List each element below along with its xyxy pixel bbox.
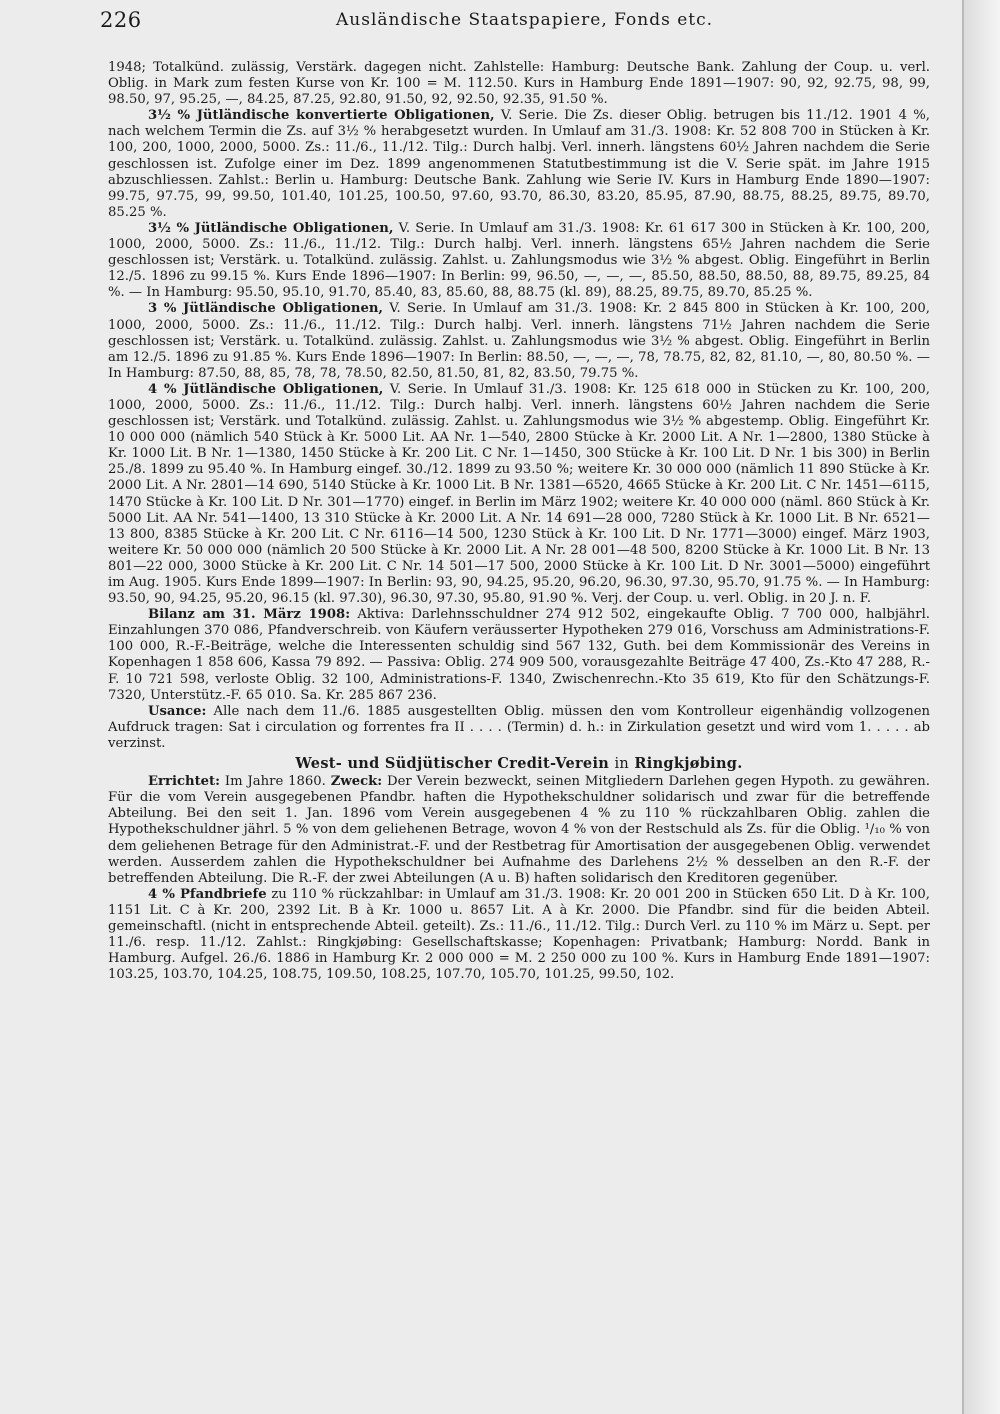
page-body <box>108 60 930 1400</box>
entry-text: V. Serie. Die Zs. dieser Oblig. betrugen bis 11./12. 1901 4 %, nach welchem Termin die Zs. auf 3½ % herabgesetzt wurden. In Umlauf am 31./3. 1908: Kr. 52 808 700 in Stücken à Kr. 100, 200, 1000, 2000, 5000. Zs.: 11./6., 11./12. Tilg.: Durch halbj. Verl. innerh. längstens 60½ Jahren nachdem die Serie geschlossen ist. Zufolge einer im Dez. 1899 angenommenen Statutbestimmung ist die V. Serie spät. im Jahre 1915 abzuschliessen. Zahlst.: Berlin u. Hamburg: Deutsche Bank. Zahlung wie Serie IV. Kurs in Hamburg Ende 1890—1907: 99.75, 97.75, 99, 99.50, 101.40, 101.25, 100.50, 97.60, 93.70, 86.30, 83.20, 85.95, 87.90, 88.75, 88.25, 89.75, 89.70, 85.25 %. <box>108 108 930 220</box>
entry-3-5-konvertierte <box>108 108 930 221</box>
entry-title: 3½ % Jütländische konvertierte Obligationen, <box>148 108 495 124</box>
entry-text: V. Serie. In Umlauf 31./3. 1908: Kr. 125 618 000 in Stücken zu Kr. 100, 200, 1000, 2000, 5000. Zs.: 11./6., 11./12. Tilg.: Durch halbj. Verl. innerh. längstens 60½ Jahren nachdem die Serie geschlossen ist; Verstärk. und Totalkünd. zulässig. Zahlst. u. Zahlungsmodus wie 3½ % abgestemp. Oblig. Eingeführt Kr. 10 000 000 (nämlich 540 Stück à Kr. 5000 Lit. AA Nr. 1—540, 2800 Stücke à Kr. 2000 Lit. A Nr. 1—2800, 1380 Stücke à Kr. 1000 Lit. B Nr. 1—1380, 1450 Stücke à Kr. 200 Lit. C Nr. 1—1450, 300 Stücke à Kr. 100 Lit. D Nr. 1 bis 300) in Berlin 25./8. 1899 zu 95.40 %. In Hamburg eingef. 30./12. 1899 zu 93.50 %; weitere Kr. 30 000 000 (nämlich 11 890 Stücke à Kr. 2000 Lit. A Nr. 2801—14 690, 5140 Stücke à Kr. 1000 Lit. B Nr. 1381—6520, 4665 Stücke à Kr. 200 Lit. C Nr. 1451—6115, 1470 Stücke à Kr. 100 Lit. D Nr. 301—1770) eingef. in Berlin im März 1902; weitere Kr. 40 000 000 (näml. 860 Stück à Kr. 5000 Lit. AA Nr. 541—1400, 13 310 Stücke à Kr. 2000 Lit. A Nr. 14 691—28 000, 7280 Stück à Kr. 1000 Lit. B Nr. 6521—13 800, 8385 Stücke à Kr. 200 Lit. C Nr. 6116—14 500, 1230 Stück à Kr. 100 Lit. D Nr. 1771—3000) eingef. März 1903, weitere Kr. 50 000 000 (nämlich 20 500 Stücke à Kr. 2000 Lit. A Nr. 28 001—48 500, 8200 Stücke à Kr. 1000 Lit. B Nr. 13 801—22 000, 3000 Stücke à Kr. 200 Lit. C Nr. 14 501—17 500, 2000 Stücke à Kr. 100 Lit. D Nr. 3001—5000) eingeführt im Aug. 1905. Kurs Ende 1899—1907: In Berlin: 93, 90, 94.25, 95.20, 96.20, 96.30, 97.30, 95.70, 91.75 %. — In Hamburg: 93.50, 90, 94.25, 95.20, 96.15 (kl. 97.30), 96.30, 97.30, 95.80, 91.90 %. Verj. der Coup. u. verl. Oblig. in 20 J. n. F. <box>108 381 930 607</box>
entry-title: 3 % Jütländische Obligationen, <box>148 301 384 317</box>
pfandbriefe-title: 4 % Pfandbriefe <box>148 886 267 902</box>
page-number: 226 <box>100 8 142 32</box>
pfandbriefe-paragraph <box>108 887 930 984</box>
errichtet-label: Errichtet: <box>148 774 221 790</box>
usance-label: Usance: <box>148 703 207 719</box>
section-heading-in: in <box>614 756 630 773</box>
bilanz-paragraph <box>108 607 930 704</box>
entry-3-obligationen <box>108 301 930 381</box>
bilanz-label: Bilanz am 31. März 1908: <box>148 607 351 623</box>
errichtet-text: Im Jahre 1860. <box>224 774 326 790</box>
page-header <box>100 8 960 36</box>
errichtet-paragraph <box>108 774 930 887</box>
entry-title: 4 % Jütländische Obligationen, <box>148 381 384 397</box>
bilanz-text: Aktiva: Darlehnsschuldner 274 912 502, eingekaufte Oblig. 7 700 000, halbjährl. Einzahlungen 370 086, Pfandverschreib. von Käufern veräusserter Hypotheken 279 016, Vorschuss am Administrations-F. 100 000, R.-F.-Beiträge, welche die Interessenten schuldig sind 567 132, Guth. bei dem Kommissionär des Vereins in Kopenhagen 1 858 606, Kassa 79 892. — Passiva: Oblig. 274 909 500, vorausgezahlte Beiträge 47 400, Zs.-Kto 47 288, R.-F. 10 721 598, verloste Oblig. 32 100, Administrations-F. 1340, Zwischenrechn.-Kto 35 619, Kto für den Schätzungs-F. 7320, Unterstütz.-F. 65 010. Sa. Kr. 285 867 236. <box>108 607 930 703</box>
entry-text: V. Serie. In Umlauf am 31./3. 1908: Kr. 61 617 300 in Stücken à Kr. 100, 200, 1000, 2000, 5000. Zs.: 11./6., 11./12. Tilg.: Durch halbj. Verl. innerh. längstens 65½ Jahren nachdem die Serie geschlossen ist; Verstärk. u. Totalkünd. zulässig. Zahlst. u. Zahlungsmodus wie 3½ % abgest. Oblig. Eingeführt in Berlin 12./5. 1896 zu 99.15 %. Kurs Ende 1896—1907: In Berlin: 99, 96.50, —, —, —, 85.50, 88.50, 88.50, 88, 89.75, 89.25, 84 %. — In Hamburg: 95.50, 95.10, 91.70, 85.40, 83, 85.60, 88, 88.75 (kl. 89), 88.25, 89.75, 89.70, 85.25 %. <box>108 220 930 301</box>
zweck-text: Der Verein bezweckt, seinen Mitgliedern Darlehen gegen Hypoth. zu gewähren. Für die vom Verein ausgegebenen Pfandbr. haften die Hypothekschuldner solidarisch und zwar für die betreffende Abteilung. Bei den seit 1. Jan. 1896 vom Verein ausgegebenen 4 % zu 110 % rückzahlbaren Oblig. zahlen die Hypothekschuldner jährl. 5 % von dem geliehenen Betrage, wovon 4 % von der Restschuld als Zs. für die Oblig. ¹/₁₀ % von dem geliehenen Betrage für den Administrat.-F. und der Restbetrag für Amortisation der ausgegebenen Oblig. verwendet werden. Ausserdem zahlen die Hypothekschuldner bei Aufnahme des Darlehens 2½ % desselben an den R.-F. der betreffenden Abteilung. Die R.-F. der zwei Abteilungen (A u. B) haften solidarisch den Kreditoren gegenüber. <box>108 774 930 886</box>
section-heading-place: Ringkjøbing. <box>634 755 743 773</box>
zweck-label: Zweck: <box>330 774 383 790</box>
pfandbriefe-text: zu 110 % rückzahlbar: in Umlauf am 31./3. 1908: Kr. 20 001 200 in Stücken 650 Lit. D à Kr. 100, 1151 Lit. C à Kr. 200, 2392 Lit. B à Kr. 1000 u. 8657 Lit. A à Kr. 2000. Die Pfandbr. sind für die beiden Abteil. gemeinschaftl. (nicht in entsprechende Abteil. geteilt). Zs.: 11./6., 11./12. Tilg.: Durch Verl. zu 110 % im März u. Sept. per 11./6. resp. 11./12. Zahlst.: Ringkjøbing: Gesellschaftskasse; Kopenhagen: Privatbank; Hamburg: Nordd. Bank in Hamburg. Aufgel. 26./6. 1886 in Hamburg Kr. 2 000 000 = M. 2 250 000 zu 100 %. Kurs in Hamburg Ende 1891—1907: 103.25, 103.70, 104.25, 108.75, 109.50, 108.25, 107.70, 105.70, 101.25, 99.50, 102. <box>108 886 930 983</box>
entry-3-5-obligationen <box>108 221 930 301</box>
running-title: Ausländische Staatspapiere, Fonds etc. <box>336 10 714 30</box>
paragraph-text: 1948; Totalkünd. zulässig, Verstärk. dagegen nicht. Zahlstelle: Hamburg: Deutsche Bank. Zahlung der Coup. u. verl. Oblig. in Mark zum festen Kurse von Kr. 100 = M. 112.50. Kurs in Hamburg Ende 1891—1907: 90, 92, 92.75, 98, 99, 98.50, 97, 95.25, —, 84.25, 87.25, 92.80, 91.50, 92, 92.50, 92.35, 91.50 %. <box>108 60 930 108</box>
paragraph-continuation <box>108 60 930 108</box>
section-heading <box>108 756 930 772</box>
entry-4-obligationen <box>108 382 930 607</box>
adjacent-page-edge <box>962 0 1000 1414</box>
entry-text: V. Serie. In Umlauf am 31./3. 1908: Kr. 2 845 800 in Stücken à Kr. 100, 200, 1000, 2000, 5000. Zs.: 11./6., 11./12. Tilg.: Durch halbj. Verl. innerh. längstens 71½ Jahren nachdem die Serie geschlossen ist; Verstärk. u. Totalkünd. zulässig. Zahlst. u. Zahlungsmodus wie 3½ % abgest. Oblig. Eingeführt in Berlin am 12./5. 1896 zu 91.85 %. Kurs Ende 1896—1907: In Berlin: 88.50, —, —, —, 78, 78.75, 82, 82, 81.10, —, 80, 80.50 %. — In Hamburg: 87.50, 88, 85, 78, 78, 78.50, 82.50, 81.50, 81, 82, 83.50, 79.75 %. <box>108 301 930 381</box>
usance-text: Alle nach dem 11./6. 1885 ausgestellten Oblig. müssen den vom Kontrolleur eigenhändig vollzogenen Aufdruck tragen: Sat i circulation og forrentes fra II . . . . (Termin) d. h.: in Zirkulation gesetzt und wird vom 1. . . . . ab verzinst. <box>108 703 930 751</box>
entry-title: 3½ % Jütländische Obligationen, <box>148 220 394 236</box>
section-heading-name: West- und Südjütischer Credit-Verein <box>295 755 610 773</box>
usance-paragraph <box>108 704 930 752</box>
